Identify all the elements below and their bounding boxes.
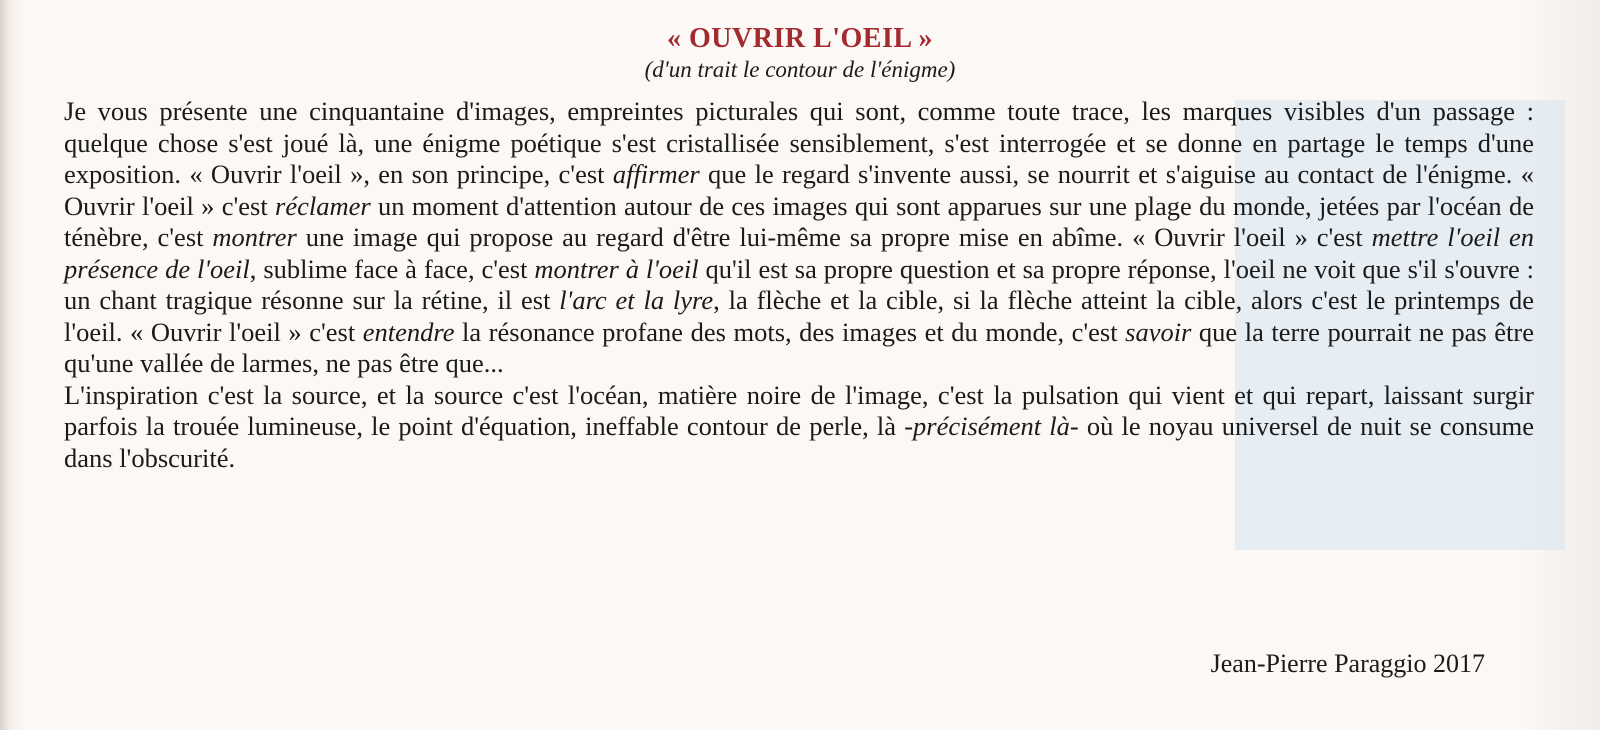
body-text: [64, 96, 1534, 474]
italic-run: mettre l'oeil en présence de l'oeil: [64, 222, 1534, 284]
heading-block: [0, 22, 1600, 84]
text-run: Je vous présente une cinquantaine d'images, empreintes picturales qui sont, comme toute trace, les marques visibles d'un passage : quelque chose s'est joué là, une énigme poétique s'est cristallisée sensiblement, s'est interrogée et se donne en partage le temps d'une exposition. « Ouvrir l'oeil », en son principe, c'est: [64, 96, 1534, 189]
paragraph-2: [64, 380, 1534, 475]
italic-run: savoir: [1125, 316, 1192, 347]
italic-run: -précisément là-: [904, 411, 1079, 441]
text-run: qu'il est sa propre question et sa propre réponse, l'oeil ne voit que s'il s'ouvre : un chant tragique résonne sur la rétine, il est: [64, 253, 1535, 315]
page-title: « OUVRIR L'OEIL »: [667, 23, 933, 54]
signature: Jean-Pierre Paraggio 2017: [1210, 649, 1485, 678]
italic-run: affirmer: [612, 159, 700, 189]
text-run: un moment d'attention autour de ces images qui sont apparues sur une plage du monde, jetées par l'océan de ténèbre, c'est: [64, 190, 1534, 252]
text-run: où le noyau universel de nuit se consume dans l'obscurité.: [64, 411, 1534, 473]
italic-run: entendre: [362, 316, 455, 347]
italic-run: réclamer: [275, 190, 371, 221]
italic-run: l'arc et la lyre: [559, 285, 714, 315]
text-run: , sublime face à face, c'est: [249, 253, 535, 284]
text-run: L'inspiration c'est la source, et la source c'est l'océan, matière noire de l'image, c'est la pulsation qui vient et qui repart, laissant surgir parfois la trouée lumineuse, le point d'équation, ineffable contour de perle, là: [64, 379, 1534, 441]
text-run: une image qui propose au regard d'être lui-même sa propre mise en abîme. « Ouvrir l'oeil » c'est: [296, 222, 1372, 252]
text-run: , la flèche et la cible, si la flèche atteint la cible, alors c'est le printemps de l'oeil. « Ouvrir l'oeil » c'est: [64, 285, 1535, 347]
text-run: la résonance profane des mots, des images et du monde, c'est: [454, 316, 1126, 347]
italic-run: montrer: [212, 222, 297, 252]
text-run: que la terre pourrait ne pas être qu'une vallée de larmes, ne pas être que...: [64, 316, 1534, 378]
paragraph-1: [64, 96, 1534, 380]
text-run: que le regard s'invente aussi, se nourrit et s'aiguise au contact de l'énigme. « Ouvrir l'oeil » c'est: [64, 159, 1534, 221]
page-subtitle: (d'un trait le contour de l'énigme): [644, 57, 956, 82]
italic-run: montrer à l'oeil: [534, 253, 699, 284]
